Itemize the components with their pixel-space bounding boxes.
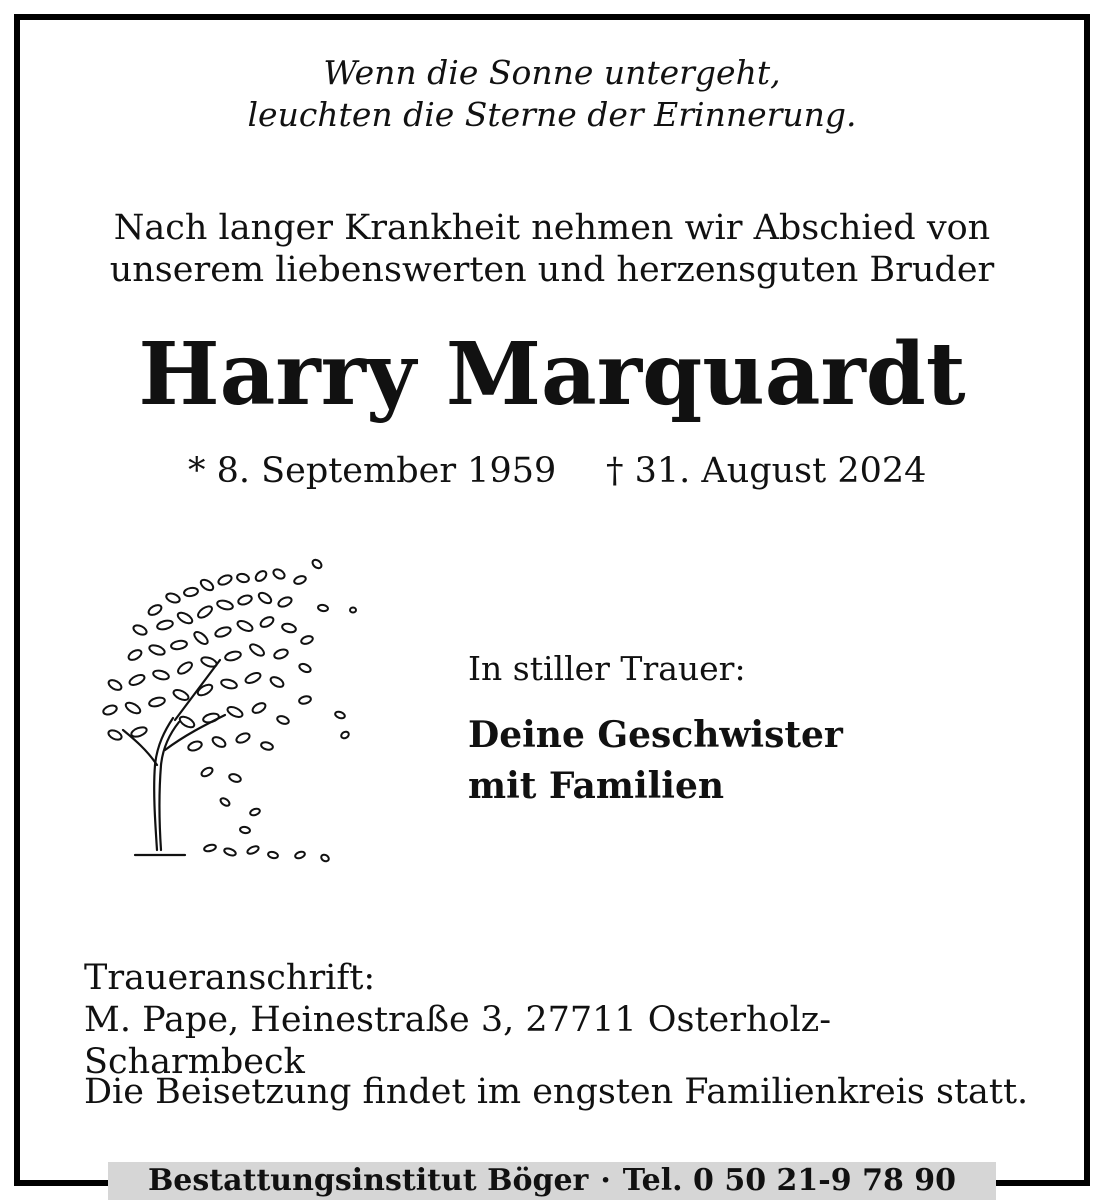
deceased-name: Harry Marquardt	[138, 324, 966, 425]
mourners	[468, 710, 988, 812]
funeral-home-phone: Tel. 0 50 21-9 78 90	[622, 1163, 957, 1198]
funeral-home-name: Bestattungsinstitut Böger	[147, 1163, 589, 1198]
mourners-line-1: Deine Geschwister	[468, 714, 843, 756]
epigraph	[0, 52, 1104, 136]
funeral-home-footer	[108, 1162, 996, 1200]
wind-blown-tree-icon	[95, 550, 375, 880]
intro-line-2: unserem liebenswerten und herzensguten Bruder	[109, 250, 995, 290]
intro-text	[0, 207, 1104, 291]
funeral-note: Die Beisetzung findet im engsten Familienkreis statt.	[84, 1072, 1029, 1112]
mourning-label: In stiller Trauer:	[468, 649, 746, 688]
epigraph-line-2: leuchten die Sterne der Erinnerung.	[247, 95, 857, 134]
condolence-address	[84, 957, 1044, 1083]
footer-separator: ·	[600, 1163, 611, 1198]
epigraph-line-1: Wenn die Sonne untergeht,	[323, 53, 781, 92]
birth-date: * 8. September 1959	[188, 451, 557, 491]
address-value: M. Pape, Heinestraße 3, 27711 Osterholz-Scharmbeck	[84, 1000, 832, 1082]
mourners-line-2: mit Familien	[468, 765, 725, 807]
death-date: † 31. August 2024	[606, 451, 927, 491]
intro-line-1: Nach langer Krankheit nehmen wir Abschied von	[113, 208, 991, 248]
mourning-section	[468, 648, 988, 812]
address-label: Traueranschrift:	[84, 958, 376, 998]
